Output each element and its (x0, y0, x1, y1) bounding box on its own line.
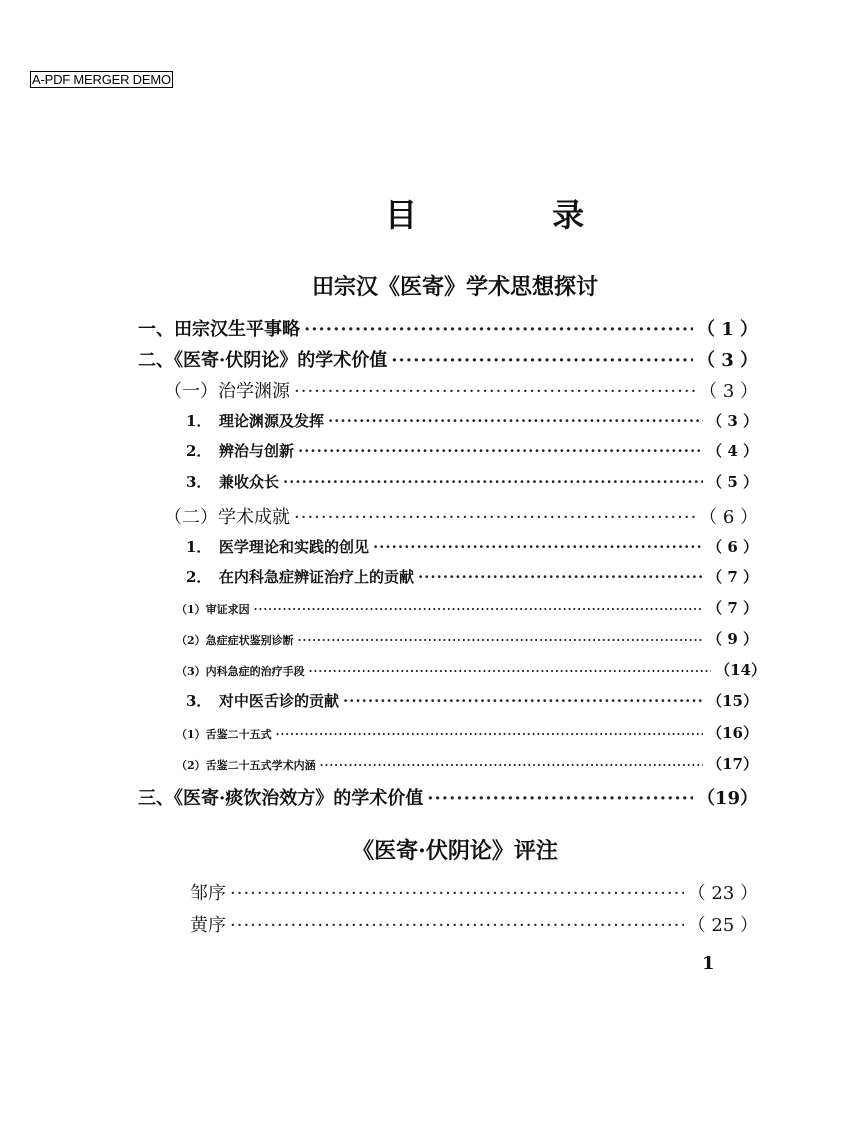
toc-entry[interactable] (190, 911, 758, 937)
toc-entry[interactable] (138, 346, 758, 372)
toc-leader (298, 634, 703, 647)
toc-entry[interactable] (186, 566, 758, 587)
toc-entry-page: （19） (696, 788, 758, 809)
toc-entry-label: 3． 兼收众长 (186, 473, 279, 491)
toc-entry-label: 2． 在内科急症辨证治疗上的贡献 (186, 568, 414, 586)
toc-entry-page: （16） (707, 724, 758, 742)
toc-entry[interactable] (176, 659, 766, 680)
watermark-label: A-PDF MERGER DEMO (32, 72, 171, 87)
toc-entry[interactable] (186, 536, 758, 557)
toc-entry-label: （2）舌鉴二十五式学术内涵 (176, 759, 316, 772)
toc-entry[interactable] (186, 410, 758, 431)
toc-entry-page: （ 9 ） (707, 630, 758, 648)
toc-entry-label: （2）急症症状鉴别诊断 (176, 634, 294, 647)
toc-leader (328, 412, 703, 430)
toc-entry[interactable] (138, 315, 758, 341)
toc-entry[interactable] (186, 440, 758, 461)
toc-leader (373, 538, 703, 556)
toc-entry-page: （ 4 ） (707, 442, 758, 460)
toc-leader (391, 350, 693, 371)
toc-entry-page: （ 3 ） (696, 350, 758, 371)
toc-leader (298, 442, 703, 460)
toc-entry-page: （14） (715, 661, 766, 679)
toc-leader (276, 728, 703, 741)
toc-entry-page: （ 23 ） (687, 883, 758, 904)
toc-entry-label: （1）舌鉴二十五式 (176, 728, 272, 741)
toc-leader (418, 568, 703, 586)
toc-leader (283, 473, 703, 491)
toc-entry[interactable] (176, 628, 758, 649)
toc-entry[interactable] (176, 597, 758, 618)
toc-entry-label: 2． 辨治与创新 (186, 442, 294, 460)
toc-entry[interactable] (164, 503, 758, 529)
page-number: 1 (702, 953, 715, 974)
toc-entry-label: （3）内科急症的治疗手段 (176, 665, 305, 678)
toc-entry-label: 1． 理论渊源及发挥 (186, 412, 324, 430)
toc-entry[interactable] (186, 471, 758, 492)
toc-entry-page: （ 6 ） (707, 538, 758, 556)
toc-leader (294, 381, 695, 402)
toc-entry[interactable] (190, 879, 758, 905)
toc-entry-label: （1）审证求因 (176, 603, 250, 616)
toc-entry-page: （ 7 ） (707, 599, 758, 617)
toc-entry[interactable] (164, 377, 758, 403)
page-title: 目 录 (385, 196, 647, 234)
toc-leader (427, 788, 693, 809)
toc-entry[interactable] (176, 753, 758, 774)
toc-leader (320, 759, 703, 772)
toc-entry[interactable] (138, 784, 758, 810)
toc-entry-page: （ 3 ） (707, 412, 758, 430)
toc-leader (294, 507, 695, 528)
toc-entry-page: （ 3 ） (699, 381, 758, 402)
toc-leader (343, 692, 703, 710)
toc-entry-label: 邹序 (190, 883, 226, 904)
toc-entry-page: （ 6 ） (699, 507, 758, 528)
toc-entry-page: （ 25 ） (687, 915, 758, 936)
toc-entry-label: 二、《医寄·伏阴论》的学术价值 (138, 350, 388, 371)
toc-entry-page: （17） (707, 755, 758, 773)
toc-entry-label: 1． 医学理论和实践的创见 (186, 538, 369, 556)
toc-leader (304, 319, 693, 340)
toc-entry-page: （ 1 ） (696, 319, 758, 340)
toc-entry-label: 黄序 (190, 915, 226, 936)
toc-entry-label: 3． 对中医舌诊的贡献 (186, 692, 339, 710)
toc-entry-page: （ 5 ） (707, 473, 758, 491)
toc-entry-label: 一、田宗汉生平事略 (138, 319, 300, 340)
toc-entry[interactable] (186, 690, 758, 711)
toc-entry-page: （15） (707, 692, 758, 710)
toc-entry-label: （一）治学渊源 (164, 381, 290, 402)
toc-entry-label: （二）学术成就 (164, 507, 290, 528)
toc-leader (309, 665, 711, 678)
toc-leader (254, 603, 703, 616)
section-title-2: 《医寄·伏阴论》评注 (352, 838, 558, 864)
toc-leader (230, 883, 684, 904)
toc-leader (230, 915, 684, 936)
toc-entry-label: 三、《医寄·痰饮治效方》的学术价值 (138, 788, 424, 809)
toc-entry-page: （ 7 ） (707, 568, 758, 586)
section-title-1: 田宗汉《医寄》学术思想探讨 (311, 274, 598, 300)
toc-entry[interactable] (176, 722, 758, 743)
